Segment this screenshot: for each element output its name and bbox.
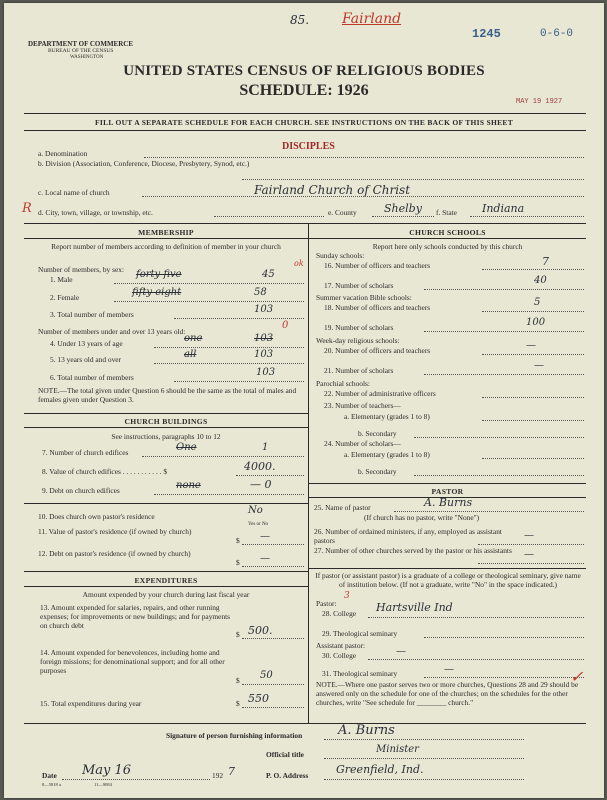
official-title-label: Official title [266, 750, 304, 759]
schools-q22-label: 22. Number of administrative officers [324, 389, 436, 398]
schools-q17-value: 40 [534, 275, 547, 286]
schools-q21-label: 21. Number of scholars [324, 366, 394, 375]
buildings-q7-words: One [176, 442, 197, 453]
buildings-q11-label: 11. Value of pastor's residence (if owned by church) [38, 527, 192, 536]
value-state: Indiana [482, 202, 525, 215]
census-form-sheet: 85. Fairland 1245 0-6-0 DEPARTMENT OF COMMERCE BUREAU OF THE CENSUS WASHINGTON UNITED STATES CENSUS OF RELIGIOUS BODIES SCHEDULE: 1926 MAY 19 1927 FILL OUT A SEPARATE SCHEDULE FOR EACH CHURCH. SEE INSTRUCTIONS ON THE BACK OF THIS SHEET a. Denomination DISCIPLES b. Division (Association, Conference, Diocese, Presbytery, Synod, etc.) c. Local name of church Fairland Church of Christ R d. City, town, village, or township, etc. e. County Shelby f. State Indiana MEMBERSHIP Report number of members according to definition of member in your church Number of members, by sex: 1. Male forty five 45 ok 2. Female fifty eight 58 3. Total number of members 103 Number of members under and over 13 years old: 0 4. Under 13 years of age one 103 5. 13 years old and over all 103 6. Total number of members 103 NOTE.—The total given under Question 6 should be the same as the total of males and females given under Question 3. CHURCH BUILDINGS See instructions, paragraphs 10 to 12 7. Number of church edifices One 1 8. Value of church edifices . . . . . . . . . . . $ 4000. 9. Debt on church edifices none — 0 10. Does church own pastor's residence No Yes or No 11. Value of pastor's residence (if owned by church) $ — 12. Debt on pastor's residence (if owned by church) $ — EXPENDITURES Amount expended by your church during last fiscal year 13. Amount expended for salaries, repairs, and other running expenses; for improvements or new buildings; and for payments on church debt $ 500. 14. Amount expended for benevolences, including home and foreign missions; for denominational support; and for all other purposes $ 50 15. Total expenditures during year $ 550 CHURCH SCHOOLS Report here only schools conducted by this church Sunday schools: 16. Number of officers and teachers 7 17. Number of scholars 40 Summer vacation Bible schools: 18. Number of officers and teachers 5 19. Number of scholars 100 Week-day religious schools: 20. Number of officers and teachers — 21. Number of scholars — Parochial schools: 22. Number of administrative officers 23. Number of teachers— a. Elementary (grades 1 to 8) b. Secondary 24. Number of scholars— a. Elementary (grades 1 to 8) b. Secondary PASTOR 25. Name of pastor A. Burns (If church has no pastor, write "None") 26. Number of ordained ministers, if any, employed as assistant pastors — 27. Number of other churches served by the pastor or his assistants — If pastor (or assistant pastor) is a graduate of a college or theological seminary, give name of institution below. (If not a graduate, write "No" in the space indicated.) Pastor: 3 28. College Hartsville Ind 29. Theological seminary Assistant pastor: 30. College — 31. Theological seminary — NOTE.—Where one pastor serves two or more churches, Questions 28 and 29 should be answered only on the schedule for one of the churches; on the schedules for the other churches, write "See schedule for ________ church." ✓ Signature of person furnishing information A. Burns Official title Minister Date May 16 192 7 P. O. Address Greenfield, Ind. 8—5818 a 11—9084 [4, 3, 604, 798]
buildings-q8-value: 4000. [244, 460, 276, 473]
schools-q24b-label: b. Secondary [358, 467, 397, 476]
schools-q23-label: 23. Number of teachers— [324, 401, 401, 410]
membership-q1-value: 45 [262, 269, 275, 280]
membership-q5-value: 103 [254, 349, 274, 360]
expenditures-instructions: Amount expended by your church during last fiscal year [82, 590, 250, 599]
membership-q4-label: 4. Under 13 years of age [50, 339, 123, 348]
signature-label: Signature of person furnishing information [166, 731, 303, 740]
pastor-pastor-mark: 3 [344, 591, 350, 601]
buildings-q7-value: 1 [262, 442, 269, 453]
buildings-q9-label: 9. Debt on church edifices [42, 486, 120, 495]
pastor-q27-value: — [524, 549, 534, 560]
schools-q16-value: 7 [542, 255, 549, 268]
received-date-stamp: MAY 19 1927 [516, 98, 563, 106]
buildings-q12-value: — [260, 553, 270, 564]
membership-age-zero: 0 [282, 320, 289, 331]
membership-q6-value: 103 [256, 367, 276, 378]
pastor-q31-label: 31. Theological seminary [322, 669, 398, 678]
schools-vacation-label: Summer vacation Bible schools: [316, 293, 412, 302]
value-denomination: DISCIPLES [282, 141, 335, 152]
po-address-label: P. O. Address [266, 771, 309, 780]
label-city: d. City, town, village, or township, etc. [38, 208, 153, 217]
margin-mark-r: R [22, 201, 32, 216]
membership-by-sex-label: Number of members, by sex: [38, 265, 124, 274]
membership-instructions: Report number of members according to definition of member in your church [51, 242, 281, 251]
pastor-q25-note: (If church has no pastor, write "None") [364, 513, 480, 522]
schools-weekday-label: Week-day religious schools: [316, 336, 400, 345]
schools-q19-label: 19. Number of scholars [324, 323, 394, 332]
place-name-annotation: Fairland [342, 11, 402, 27]
buildings-q7-label: 7. Number of church edifices [42, 448, 129, 457]
schools-q18-value: 5 [534, 297, 541, 308]
expenditures-q14-value: 50 [260, 670, 273, 681]
buildings-instructions: See instructions, paragraphs 10 to 12 [111, 432, 221, 441]
section-buildings-title: CHURCH BUILDINGS [124, 417, 208, 426]
buildings-q9-words: none [176, 480, 201, 491]
pastor-q31-value: — [444, 664, 454, 675]
schools-q23b-label: b. Secondary [358, 429, 397, 438]
membership-note: NOTE.—The total given under Question 6 should be the same as the total of males and females given under Question 3. [38, 386, 297, 404]
schools-parochial-label: Parochial schools: [316, 379, 370, 388]
pastor-q28-label: 28. College [322, 609, 357, 618]
buildings-q11-value: — [260, 531, 270, 542]
membership-q5-label: 5. 13 years old and over [50, 355, 122, 364]
membership-q2-label: 2. Female [50, 293, 80, 302]
pastor-q26-value: — [524, 530, 534, 541]
membership-q5-words: all [184, 349, 197, 360]
form-subtitle: SCHEDULE: 1926 [239, 82, 369, 99]
pastor-pastor-label: Pastor: [316, 599, 337, 608]
header-rule-bottom [24, 130, 586, 131]
schools-q20-label: 20. Number of officers and teachers [324, 346, 431, 355]
form-code-left: 8—5818 a [42, 782, 61, 787]
membership-age-label: Number of members under and over 13 years old: [38, 327, 186, 336]
pastor-note: NOTE.—Where one pastor serves two or more churches, Questions 28 and 29 should be answered only on the schedule for one of the churches; on the schedules for the other churches, write "See schedule for ________ church." [316, 680, 579, 707]
instructions-line: FILL OUT A SEPARATE SCHEDULE FOR EACH CHURCH. SEE INSTRUCTIONS ON THE BACK OF THIS SHEET [94, 118, 514, 127]
pastor-q28-value: Hartsville Ind [376, 601, 453, 614]
schools-q16-label: 16. Number of officers and teachers [324, 261, 431, 270]
membership-q2-words: fifty eight [132, 287, 182, 298]
buildings-q8-label: 8. Value of church edifices . . . . . . . . . . . $ [42, 467, 168, 476]
membership-q3-value: 103 [254, 304, 274, 315]
section-pastor-title: PASTOR [431, 487, 464, 496]
value-local-name: Fairland Church of Christ [254, 183, 411, 197]
stamp-number: 1245 [472, 27, 501, 41]
form-code-right: 11—9084 [94, 782, 112, 787]
signature-value: A. Burns [338, 723, 395, 738]
buildings-q12-label: 12. Debt on pastor's residence (if owned by church) [38, 549, 191, 558]
pastor-q25-value: A. Burns [424, 496, 473, 509]
expenditures-q14-label: 14. Amount expended for benevolences, including home and foreign missions; for denominational support; and for all other purposes [40, 648, 225, 675]
date-label: Date [42, 771, 57, 780]
column-divider [308, 223, 309, 723]
city-name: WASHINGTON [70, 55, 104, 60]
pastor-q30-value: — [396, 646, 406, 657]
membership-q3-label: 3. Total number of members [50, 310, 134, 319]
department-name: DEPARTMENT OF COMMERCE [28, 40, 134, 48]
membership-q1-words: forty five [136, 269, 182, 280]
label-local-name: c. Local name of church [38, 188, 110, 197]
schools-q23a-label: a. Elementary (grades 1 to 8) [344, 412, 430, 421]
membership-q4-words: one [184, 333, 203, 344]
buildings-yes-no: Yes or No [248, 522, 269, 527]
value-county: Shelby [384, 202, 422, 215]
schools-q18-label: 18. Number of officers and teachers [324, 303, 431, 312]
header-rule-top [24, 113, 586, 114]
membership-q4-value: 103 [254, 333, 274, 344]
pastor-q30-label: 30. College [322, 651, 357, 660]
schools-q24-label: 24. Number of scholars— [324, 439, 401, 448]
form-title: UNITED STATES CENSUS OF RELIGIOUS BODIES [123, 63, 485, 79]
expenditures-q13-label: 13. Amount expended for salaries, repairs, and other running expenses; for improvements or new buildings; and for payments on church debt [40, 603, 231, 630]
buildings-q10-value: No [248, 505, 263, 516]
pastor-q25-label: 25. Name of pastor [314, 503, 371, 512]
pastor-q26-label: 26. Number of ordained ministers, if any, employed as assistant pastors [314, 527, 502, 545]
date-value: May 16 [82, 763, 132, 778]
schools-q19-value: 100 [526, 317, 546, 328]
year-suffix: 7 [228, 765, 235, 778]
membership-check-mark: ok [294, 259, 304, 268]
label-division: b. Division (Association, Conference, Diocese, Presbytery, Synod, etc.) [38, 159, 250, 168]
section-expenditures-title: EXPENDITURES [134, 576, 198, 585]
stamp-code: 0-6-0 [540, 28, 574, 40]
expenditures-q13-value: 500. [248, 624, 273, 637]
membership-q6-label: 6. Total number of members [50, 373, 134, 382]
label-denomination: a. Denomination [38, 149, 88, 158]
schools-q20-value: — [526, 340, 536, 351]
pastor-q29-label: 29. Theological seminary [322, 629, 398, 638]
schools-instructions: Report here only schools conducted by this church [372, 242, 523, 251]
schools-sunday-label: Sunday schools: [316, 251, 365, 260]
buildings-q10-label: 10. Does church own pastor's residence [38, 512, 155, 521]
label-state: f. State [436, 208, 457, 217]
schools-q21-value: — [534, 360, 544, 371]
pastor-q27-label: 27. Number of other churches served by the pastor or his assistants [314, 546, 512, 555]
section-schools-title: CHURCH SCHOOLS [409, 228, 486, 237]
membership-q2-value: 58 [254, 287, 267, 298]
official-title-value: Minister [376, 744, 419, 755]
file-number: 85. [290, 13, 310, 27]
buildings-q9-value: — 0 [250, 478, 272, 491]
check-mark: ✓ [570, 667, 584, 686]
membership-q1-label: 1. Male [50, 275, 73, 284]
schools-q17-label: 17. Number of scholars [324, 281, 394, 290]
pastor-college-instructions: If pastor (or assistant pastor) is a graduate of a college or theological seminary, give name of institution below. (If not a graduate, write "No" in the space indicated.) [315, 571, 581, 589]
label-county: e. County [328, 208, 357, 217]
section-membership-title: MEMBERSHIP [138, 228, 194, 237]
bureau-name: BUREAU OF THE CENSUS [48, 48, 114, 54]
expenditures-q15-value: 550 [248, 692, 269, 705]
po-address-value: Greenfield, Ind. [336, 763, 424, 776]
year-prefix: 192 [212, 771, 224, 780]
expenditures-q15-label: 15. Total expenditures during year [40, 699, 142, 708]
schools-q24a-label: a. Elementary (grades 1 to 8) [344, 450, 430, 459]
pastor-assistant-label: Assistant pastor: [316, 641, 366, 650]
